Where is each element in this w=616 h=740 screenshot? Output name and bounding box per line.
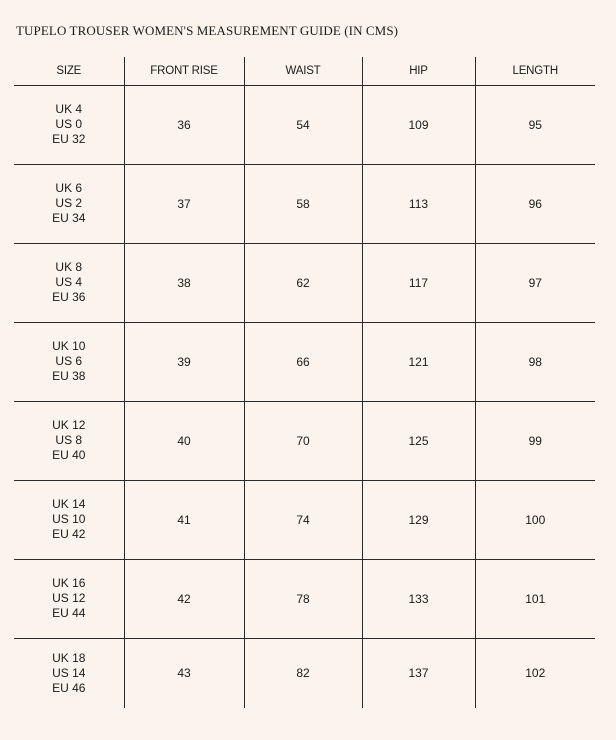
size-uk: UK 4	[55, 102, 83, 116]
front-rise-cell: 39	[124, 322, 244, 401]
table-row	[14, 164, 595, 243]
length-cell: 102	[475, 638, 595, 708]
hip-cell: 137	[362, 638, 475, 708]
length-cell: 100	[475, 480, 595, 559]
waist-cell: 54	[244, 85, 362, 164]
header-hip: HIP	[362, 57, 475, 85]
size-eu: EU 32	[52, 132, 86, 146]
hip-cell: 125	[362, 401, 475, 480]
length-cell: 99	[475, 401, 595, 480]
size-cell	[14, 559, 124, 638]
header-length: LENGTH	[475, 57, 595, 85]
waist-cell: 74	[244, 480, 362, 559]
waist-cell: 58	[244, 164, 362, 243]
front-rise-cell: 41	[124, 480, 244, 559]
table-row	[14, 85, 595, 164]
table-row	[14, 559, 595, 638]
size-uk: UK 18	[52, 650, 86, 665]
waist-cell: 66	[244, 322, 362, 401]
size-uk: UK 10	[52, 339, 86, 353]
front-rise-cell: 37	[124, 164, 244, 243]
size-us: US 12	[52, 591, 86, 605]
hip-cell: 129	[362, 480, 475, 559]
length-cell: 96	[475, 164, 595, 243]
size-eu: EU 36	[52, 290, 86, 304]
table-row	[14, 638, 595, 708]
measurement-table	[14, 57, 595, 708]
size-us: US 10	[52, 512, 86, 526]
size-eu: EU 42	[52, 527, 86, 541]
size-uk: UK 6	[55, 181, 83, 195]
size-us: US 8	[55, 433, 83, 447]
hip-cell: 109	[362, 85, 475, 164]
header-size: SIZE	[14, 57, 124, 85]
page-title: TUPELO TROUSER WOMEN'S MEASUREMENT GUIDE (IN CMS)	[16, 23, 399, 38]
hip-cell: 113	[362, 164, 475, 243]
length-cell: 98	[475, 322, 595, 401]
hip-cell: 117	[362, 243, 475, 322]
size-us: US 6	[55, 354, 83, 368]
size-cell	[14, 401, 124, 480]
size-eu: EU 34	[52, 211, 86, 225]
front-rise-cell: 42	[124, 559, 244, 638]
size-cell	[14, 164, 124, 243]
size-uk: UK 16	[52, 576, 86, 590]
size-uk: UK 12	[52, 418, 86, 432]
header-front-rise: FRONT RISE	[124, 57, 244, 85]
front-rise-cell: 38	[124, 243, 244, 322]
size-us: US 0	[55, 117, 83, 131]
waist-cell: 78	[244, 559, 362, 638]
waist-cell: 70	[244, 401, 362, 480]
size-uk: UK 14	[52, 497, 86, 511]
header-waist: WAIST	[244, 57, 362, 85]
size-cell	[14, 322, 124, 401]
front-rise-cell: 43	[124, 638, 244, 708]
size-us: US 14	[52, 665, 86, 680]
table-row	[14, 480, 595, 559]
size-cell	[14, 85, 124, 164]
size-uk: UK 8	[55, 260, 83, 274]
table-row	[14, 401, 595, 480]
hip-cell: 133	[362, 559, 475, 638]
waist-cell: 62	[244, 243, 362, 322]
length-cell: 95	[475, 85, 595, 164]
front-rise-cell: 40	[124, 401, 244, 480]
size-eu: EU 40	[52, 448, 86, 462]
table-row	[14, 243, 595, 322]
waist-cell: 82	[244, 638, 362, 708]
length-cell: 97	[475, 243, 595, 322]
size-eu: EU 44	[52, 606, 86, 620]
size-eu: EU 38	[52, 369, 86, 383]
front-rise-cell: 36	[124, 85, 244, 164]
hip-cell: 121	[362, 322, 475, 401]
size-cell	[14, 243, 124, 322]
table-row	[14, 322, 595, 401]
size-eu: EU 46	[52, 680, 86, 695]
size-us: US 2	[55, 196, 83, 210]
size-cell	[14, 480, 124, 559]
size-us: US 4	[55, 275, 83, 289]
header-row	[14, 57, 595, 85]
size-cell	[14, 638, 124, 708]
length-cell: 101	[475, 559, 595, 638]
